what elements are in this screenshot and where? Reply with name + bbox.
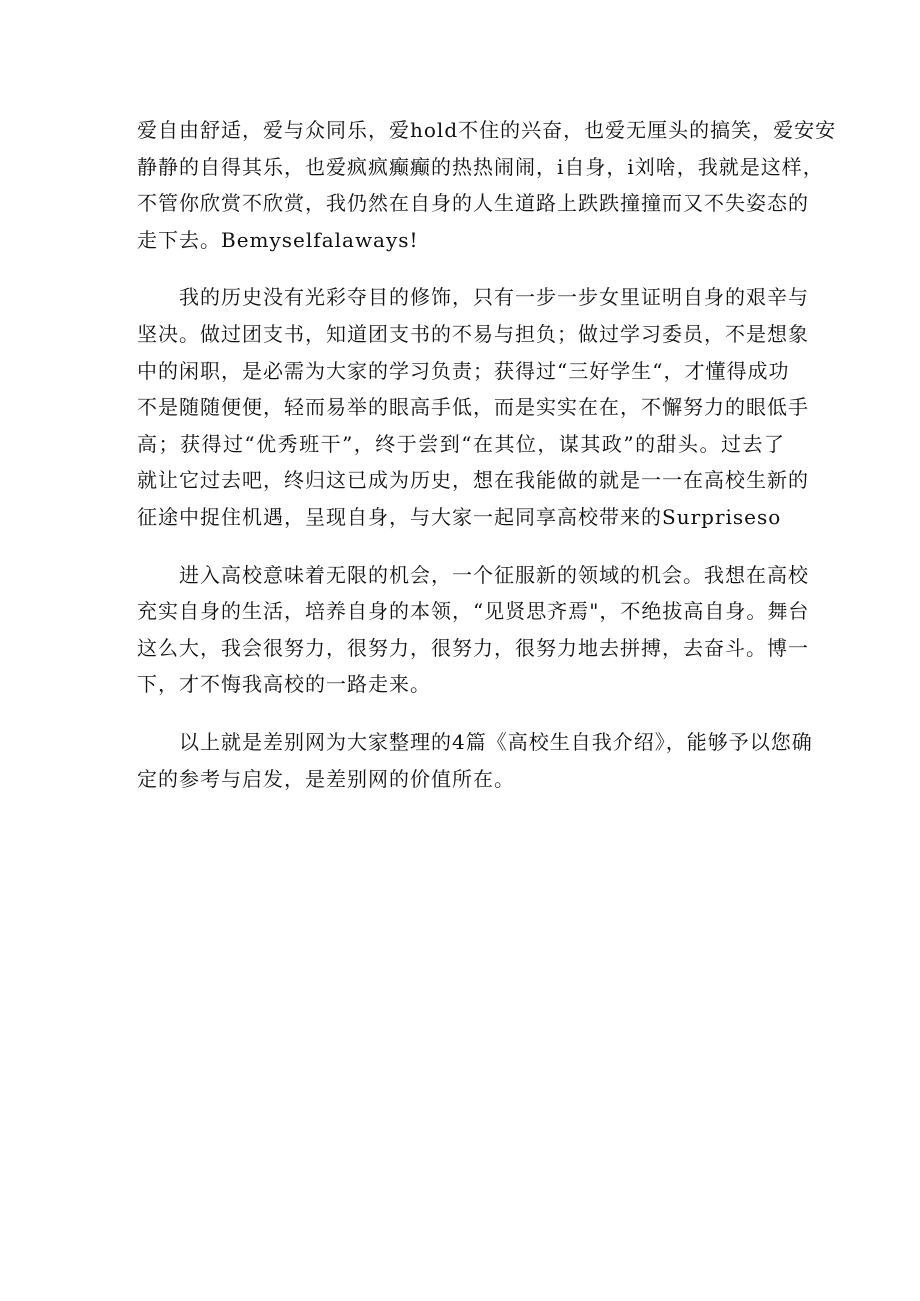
paragraph-line: 不管你欣赏不欣赏，我仍然在自身的人生道路上跌跌撞撞而又不失姿态的 [137,191,809,216]
paragraph-line: 以上就是差别网为大家整理的4篇《高校生自我介绍》，能够予以您确 [179,729,813,754]
paragraph-line: 爱自由舒适，爱与众同乐，爱hold不住的兴奋，也爱无厘头的搞笑，爱安安 [137,118,837,142]
paragraph-line: 中的闲职，是必需为大家的学习负责；获得过“三好学生“，才懂得成功 [137,358,790,383]
paragraph-line: 定的参考与启发，是差别网的价值所在。 [137,766,515,791]
paragraph-line: 征途中捉住机遇，呈现自身，与大家一起同享高校带来的Surpriseso [137,504,782,529]
paragraph-2 [137,279,809,535]
document-body [137,112,837,818]
paragraph-line: 进入高校意味着无限的机会，一个征服新的领域的机会。我想在高校 [179,562,809,587]
paragraph-4 [137,724,813,797]
paragraph-line: 这么大，我会很努力，很努力，很努力，很努力地去拼搏，去奋斗。博一 [137,635,809,660]
paragraph-line: 我的历史没有光彩夺目的修饰，只有一步一步女里证明自身的艰辛与 [179,285,809,310]
paragraph-line: 走下去。Bemyselfalaways! [137,227,419,252]
paragraph-3 [137,557,810,703]
paragraph-line: 下，才不悔我高校的一路走来。 [137,672,431,697]
paragraph-line: 充实自身的生活，培养自身的本领，“见贤思齐焉"，不绝拔高自身。舞台 [137,599,810,624]
paragraph-line: 高；获得过“优秀班干”，终于尝到“在其位，谋其政”的甜头。过去了 [137,431,785,456]
paragraph-line: 就让它过去吧，终归这已成为历史，想在我能做的就是一一在高校生新的 [137,468,809,493]
paragraph-1 [137,112,837,258]
paragraph-line: 不是随随便便，轻而易举的眼高手低，而是实实在在，不懈努力的眼低手 [137,395,809,420]
paragraph-line: 坚决。做过团支书，知道团支书的不易与担负；做过学习委员，不是想象 [137,321,809,346]
paragraph-line: 静静的自得其乐，也爱疯疯癫癫的热热闹闹，i自身，i刘啥，我就是这样， [137,154,824,179]
